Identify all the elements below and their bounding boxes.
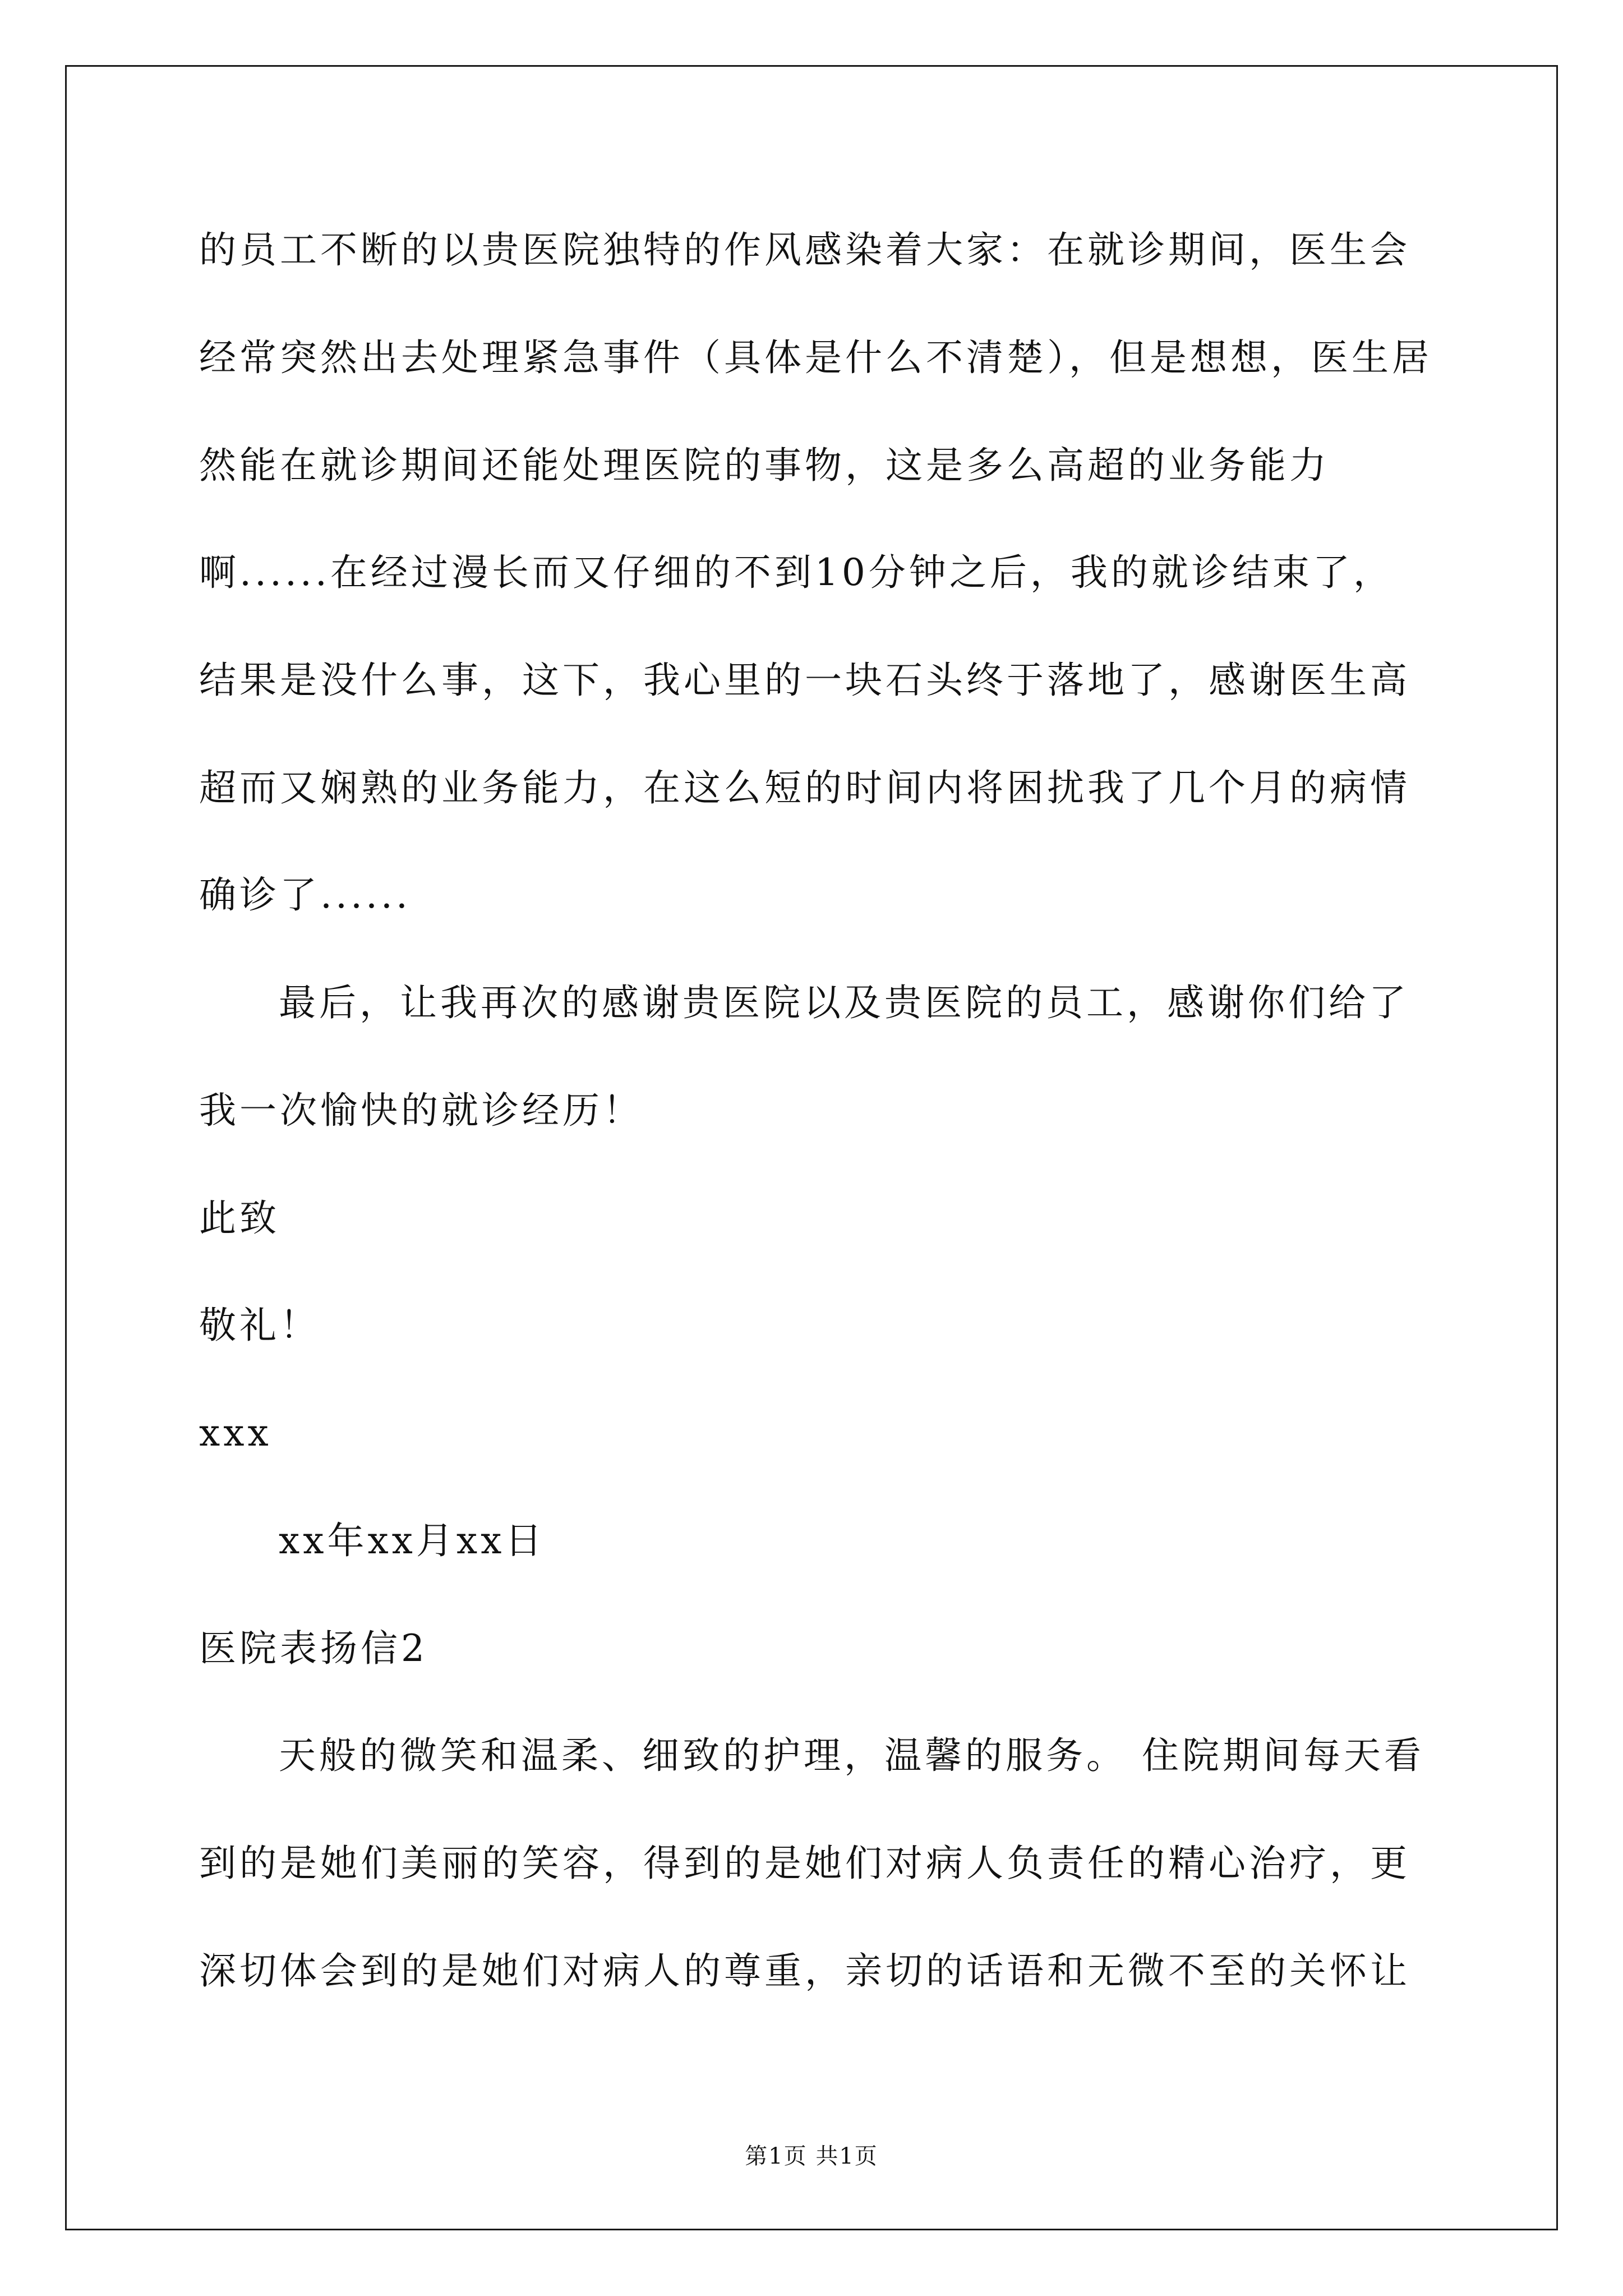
page-border [65, 65, 1558, 2230]
signature-name: xxx [199, 1411, 272, 1455]
paragraph-start-line: 天般的微笑和温柔、细致的护理，温馨的服务。 住院期间每天看 [279, 1734, 1424, 1777]
closing-regards: 敬礼！ [199, 1304, 320, 1347]
closing-salutation: 此致 [199, 1197, 280, 1240]
text-line: 我一次愉快的就诊经历！ [199, 1089, 643, 1132]
page-number-footer: 第1页 共1页 [745, 2143, 878, 2169]
paragraph-start-line: 最后，让我再次的感谢贵医院以及贵医院的员工，感谢你们给了 [279, 981, 1409, 1024]
text-line: 确诊了...... [199, 873, 411, 917]
text-line: 啊......在经过漫长而又仔细的不到10分钟之后，我的就诊结束了， [199, 551, 1394, 594]
text-line: 深切体会到的是她们对病人的尊重，亲切的话语和无微不至的关怀让 [199, 1949, 1410, 1993]
text-line: 经常突然出去处理紧急事件（具体是什么不清楚），但是想想，医生居 [199, 336, 1432, 379]
text-line: 的员工不断的以贵医院独特的作风感染着大家：在就诊期间，医生会 [199, 228, 1410, 272]
letter-date: xx年xx月xx日 [279, 1519, 546, 1562]
text-line: 超而又娴熟的业务能力，在这么短的时间内将困扰我了几个月的病情 [199, 766, 1410, 809]
text-line: 到的是她们美丽的笑容，得到的是她们对病人负责任的精心治疗，更 [199, 1842, 1410, 1885]
text-line: 结果是没什么事，这下，我心里的一块石头终于落地了，感谢医生高 [199, 659, 1410, 702]
text-line: 然能在就诊期间还能处理医院的事物，这是多么高超的业务能力 [199, 444, 1330, 487]
section-title: 医院表扬信2 [199, 1627, 428, 1670]
